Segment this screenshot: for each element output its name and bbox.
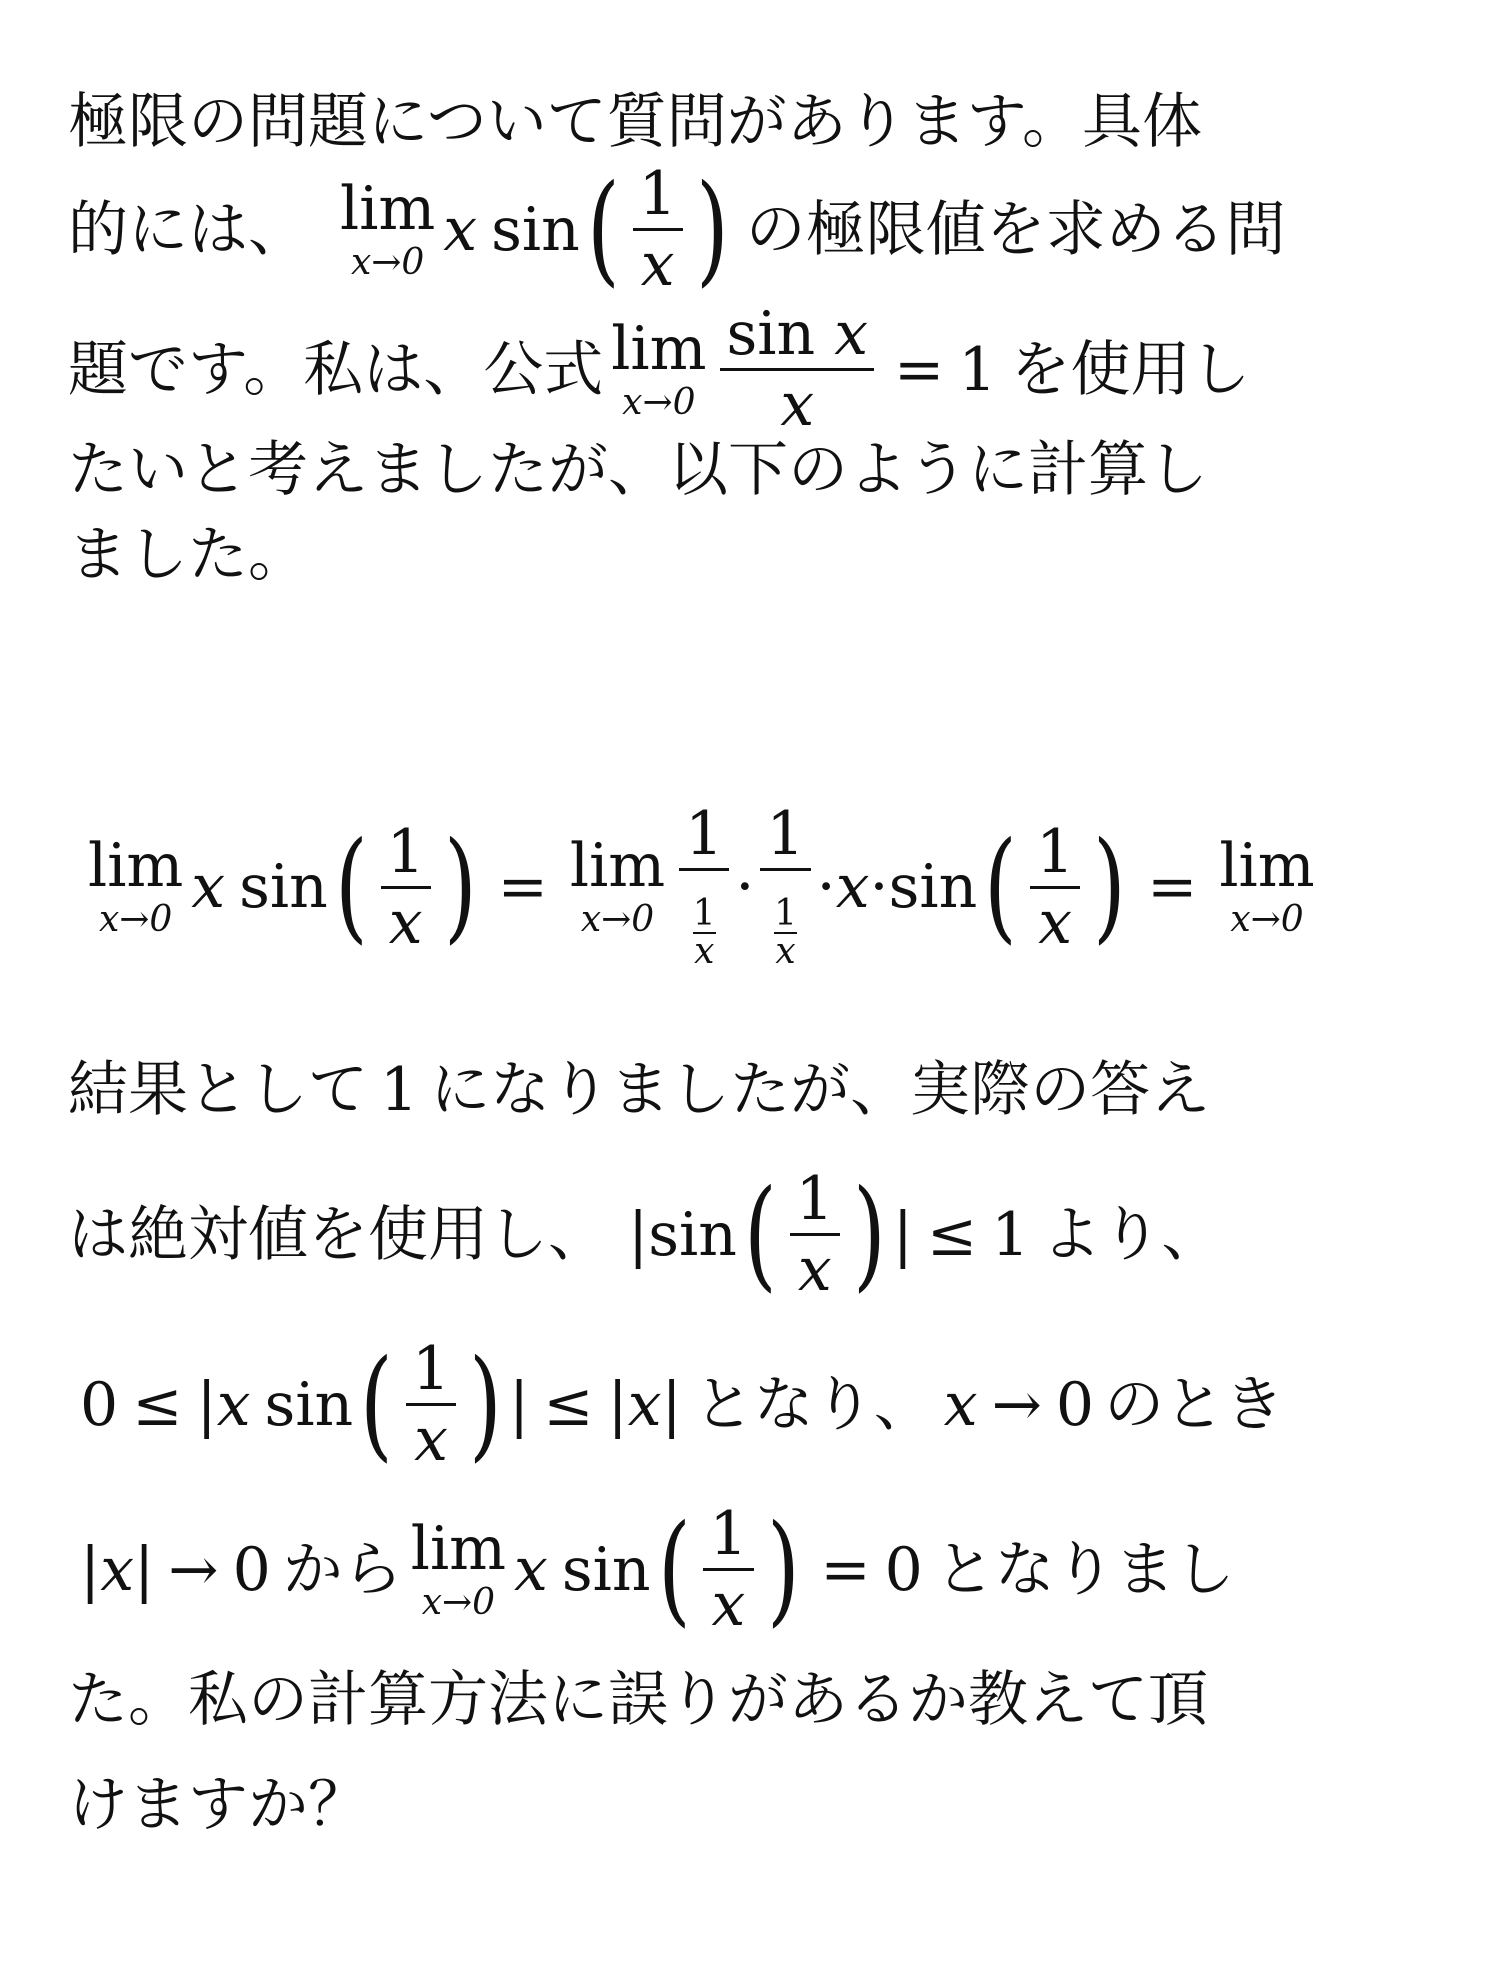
text-line-5 xyxy=(68,520,1460,590)
fraction-sinx-over-x: $\frac{\text{sin x}}{x}$ xyxy=(720,300,874,439)
text-line-7: は絶対値を使用し、 | sin ( $\frac{1}{x}$ ) | ≤ 1 より、 xyxy=(68,1164,1222,1305)
text-line-3-pre: 題です。私は、公式 xyxy=(68,334,604,405)
inline-formula-standard-limit: lim x→0 $\frac{\text{sin x}}{x}$ = 1 xyxy=(611,299,997,440)
text-line-10: た。私の計算方法に誤りがあるか教えて頂 xyxy=(68,1665,1208,1735)
text-line-2-post: の極限値を求める問 xyxy=(745,194,1286,265)
text-line-3-post: を使用し xyxy=(1010,334,1251,405)
lim-operator: lim x→0 xyxy=(340,173,436,283)
text-line-6: 結果として 1 になりましたが、実際の答え xyxy=(68,1055,1211,1125)
left-paren: ( xyxy=(586,159,620,299)
text-line-8: 0 ≤ | x sin ( $\frac{1}{x}$ ) | ≤ |x| となり、 x → 0 のとき xyxy=(80,1334,1285,1475)
text-line-2 xyxy=(68,160,1460,299)
text-line-3 xyxy=(68,300,1460,439)
right-paren: ) xyxy=(695,159,729,299)
text-line-4-content: たいと考えましたが、以下のように計算し xyxy=(68,435,1208,505)
display-equation: lim x→0 x sin ( $\frac{1}{x}$ ) = lim x→0 $\frac{1}{\frac{1}{x}}$ · $\frac{1}{\frac{1}{x}}$ · x · sin ( $\frac{1}{x}$ ) = lim x→0 xyxy=(88,800,1315,972)
text-line-2-pre: 的には、 xyxy=(68,194,308,265)
inline-formula-final: lim x→0 x sin ( $\frac{1}{x}$ ) = 0 xyxy=(410,1499,923,1640)
text-line-1 xyxy=(68,87,1460,157)
sin-func: sin xyxy=(491,194,580,265)
inline-formula-limit xyxy=(332,160,736,299)
fraction-1-over-x: $\frac{1}{x}$ xyxy=(633,160,683,299)
text-line-4 xyxy=(68,435,1460,505)
text-line-9: |x| → 0 から lim x→0 x sin ( $\frac{1}{x}$ ) = 0 となりまし xyxy=(80,1499,1235,1640)
fraction-1-over-1-over-x-b: $\frac{1}{\frac{1}{x}}$ xyxy=(760,800,810,974)
fraction-1-over-1-over-x-a: $\frac{1}{\frac{1}{x}}$ xyxy=(679,800,729,974)
text-line-11: けますか？ xyxy=(68,1770,368,1840)
inline-formula-abs-sin: | sin ( $\frac{1}{x}$ ) | ≤ 1 xyxy=(628,1164,1030,1305)
text-line-1-content: 極限の問題について質問があります。具体 xyxy=(68,87,1202,157)
text-line-5-content: ました。 xyxy=(68,520,308,590)
inline-formula-squeeze: 0 ≤ | x sin ( $\frac{1}{x}$ ) | ≤ |x| xyxy=(80,1334,682,1475)
var-x: x xyxy=(443,194,478,265)
